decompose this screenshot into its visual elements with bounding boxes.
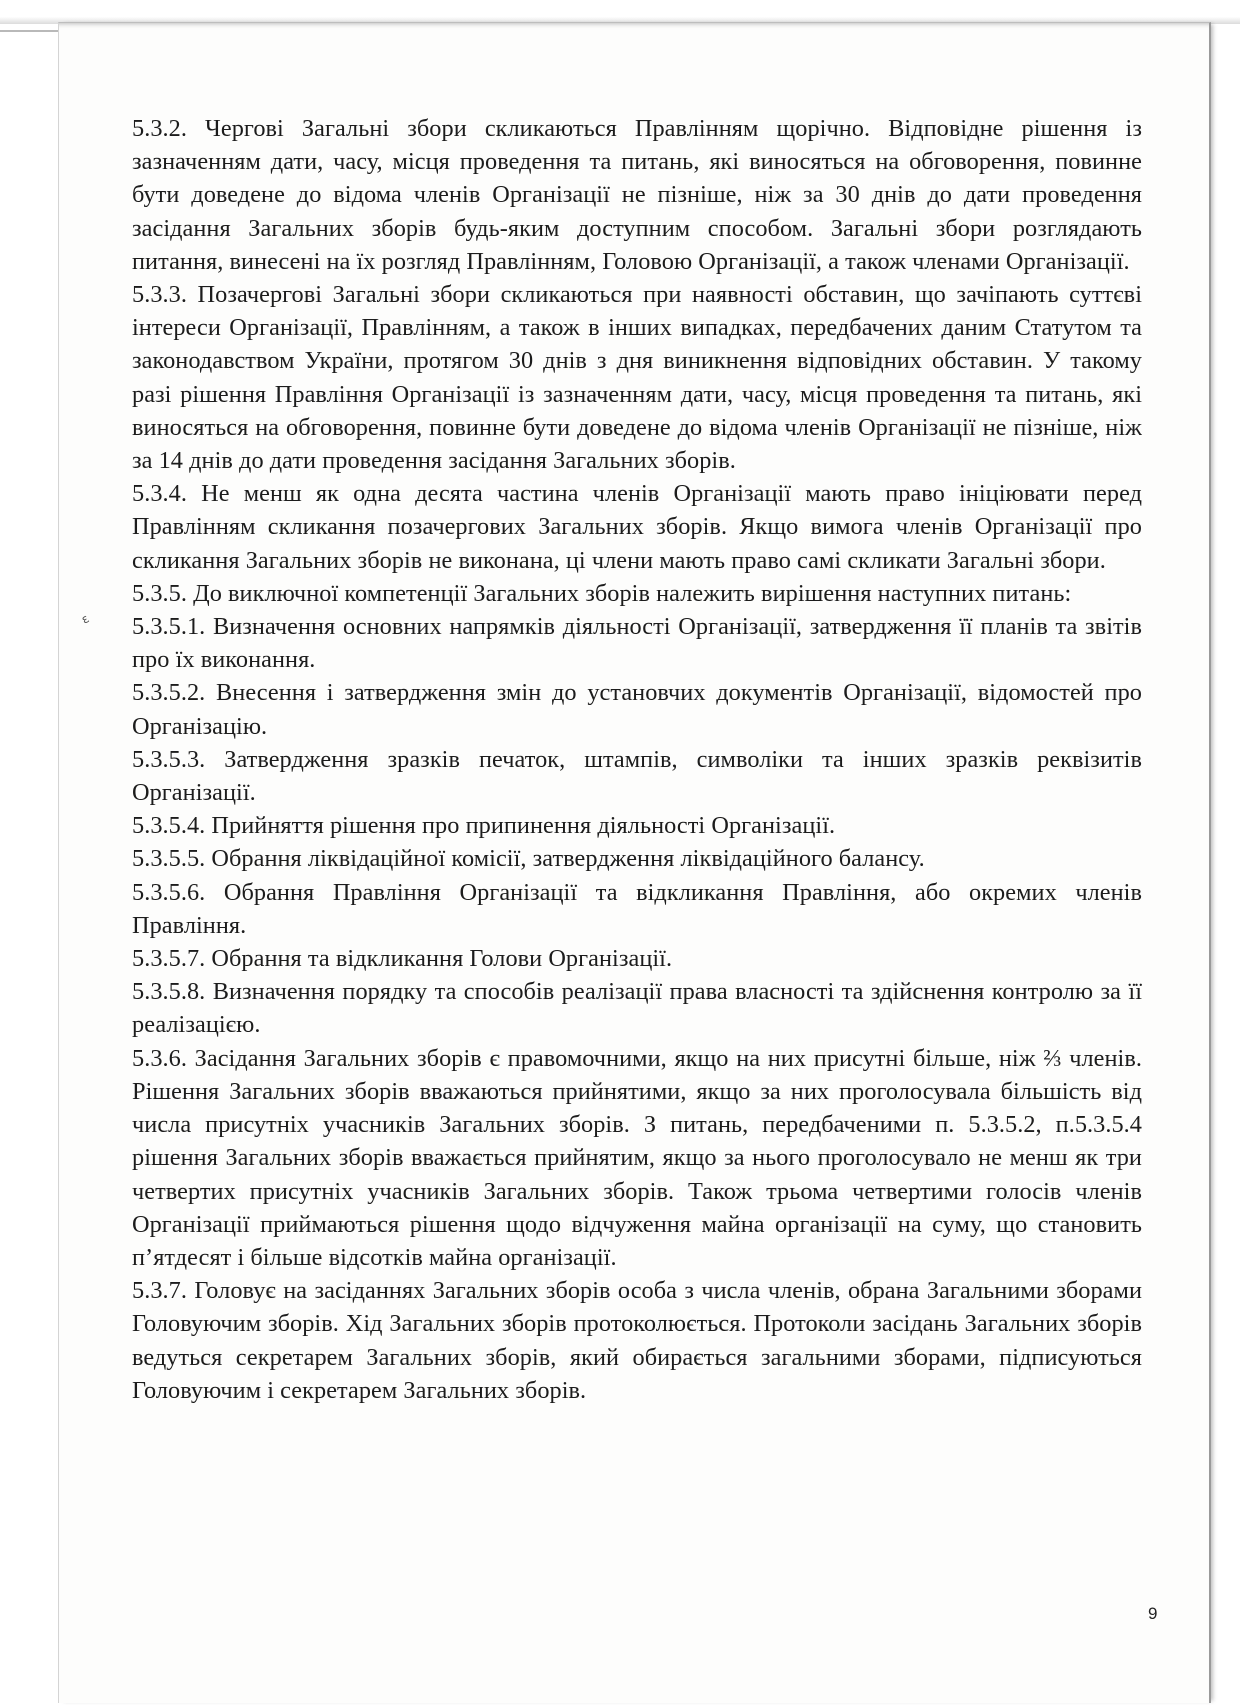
paragraph-5-3-5-3: 5.3.5.3. Затвердження зразків печаток, штампів, символіки та інших зразків реквізитів Організації. xyxy=(132,745,1142,807)
paragraph-5-3-5-7: 5.3.5.7. Обрання та відкликання Голови Організації. xyxy=(132,945,673,973)
paragraph-5-3-7: 5.3.7. Головує на засіданнях Загальних зборів особа з числа членів, обрана Загальними зборами Головуючим зборів. Хід Загальних зборів протоколюється. Протоколи засідань Загальних зборів ведуться секретарем Загальних зборів, який обирається загальними зборами, підписуються Головуючим і секретарем Загальних зборів. xyxy=(132,1277,1142,1404)
paragraph-5-3-5-1: 5.3.5.1. Визначення основних напрямків діяльності Організації, затвердження її планів та звітів про їх виконання. xyxy=(132,613,1142,674)
paragraph-5-3-5-8: 5.3.5.8. Визначення порядку та способів реалізації права власності та здійснення контролю за її реалізацією. xyxy=(132,978,1142,1039)
scan-fold-line xyxy=(0,30,60,32)
paragraph-5-3-5: 5.3.5. До виключної компетенції Загальних зборів належить вирішення наступних питань: xyxy=(132,579,1072,607)
paragraph-5-3-5-5: 5.3.5.5. Обрання ліквідаційної комісії, затвердження ліквідаційного балансу. xyxy=(132,845,925,873)
paragraph-5-3-3: 5.3.3. Позачергові Загальні збори скликаються при наявності обставин, що зачіпають суттєві інтереси Організації, Правлінням, а також в інших випадках, передбачених даним Статутом та законодавством України, протягом 30 днів з дня виникнення відповідних обставин. У такому разі рішення Правління Організації із зазначенням дати, часу, місця проведення та питань, які виносяться на обговорення, повинне бути доведене до відома членів Організації не пізніше, ніж за 14 днів до дати проведення засідання Загальних зборів. xyxy=(132,281,1142,475)
paragraph-5-3-6: 5.3.6. Засідання Загальних зборів є правомочними, якщо на них присутні більше, ніж ⅔ членів. Рішення Загальних зборів вважаються прийнятими, якщо за них проголосувала більшість від числа присутніх учасників Загальних зборів. З питань, передбаченими п. 5.3.5.2, п.5.3.5.4 рішення Загальних зборів вважається прийнятим, якщо за нього проголосувало не менш як три четвертих присутніх учасників Загальних зборів. Також трьома четвертими голосів членів Організації приймаються рішення щодо відчуження майна організації на суму, що становить п’ятдесят і більше відсотків майна організації. xyxy=(132,1044,1142,1271)
document-body xyxy=(132,112,1142,1407)
paragraph-5-3-5-4: 5.3.5.4. Прийняття рішення про припинення діяльності Організації. xyxy=(132,812,836,840)
scan-top-edge xyxy=(0,0,1240,24)
paragraph-5-3-4: 5.3.4. Не менш як одна десята частина членів Організації мають право ініціювати перед Правлінням скликання позачергових Загальних зборів. Якщо вимога членів Організації про скликання Загальних зборів не виконана, ці члени мають право самі скликати Загальні збори. xyxy=(132,480,1142,574)
page-number: 9 xyxy=(1148,1604,1158,1623)
paragraph-5-3-5-6: 5.3.5.6. Обрання Правління Організації та відкликання Правління, або окремих членів Правління. xyxy=(132,878,1142,939)
paragraph-5-3-5-2: 5.3.5.2. Внесення і затвердження змін до установчих документів Організації, відомостей про Організацію. xyxy=(132,679,1142,740)
paragraph-5-3-2: 5.3.2. Чергові Загальні збори скликаються Правлінням щорічно. Відповідне рішення із зазначенням дати, часу, місця проведення та питань, які виносяться на обговорення, повинне бути доведене до відома членів Організації не пізніше, ніж за 30 днів до дати проведення засідання Загальних зборів будь-яким доступним способом. Загальні збори розглядають питання, винесені на їх розгляд Правлінням, Головою Організації, а також членами Організації. xyxy=(132,115,1142,275)
stray-pen-mark: ɛ xyxy=(78,611,92,627)
